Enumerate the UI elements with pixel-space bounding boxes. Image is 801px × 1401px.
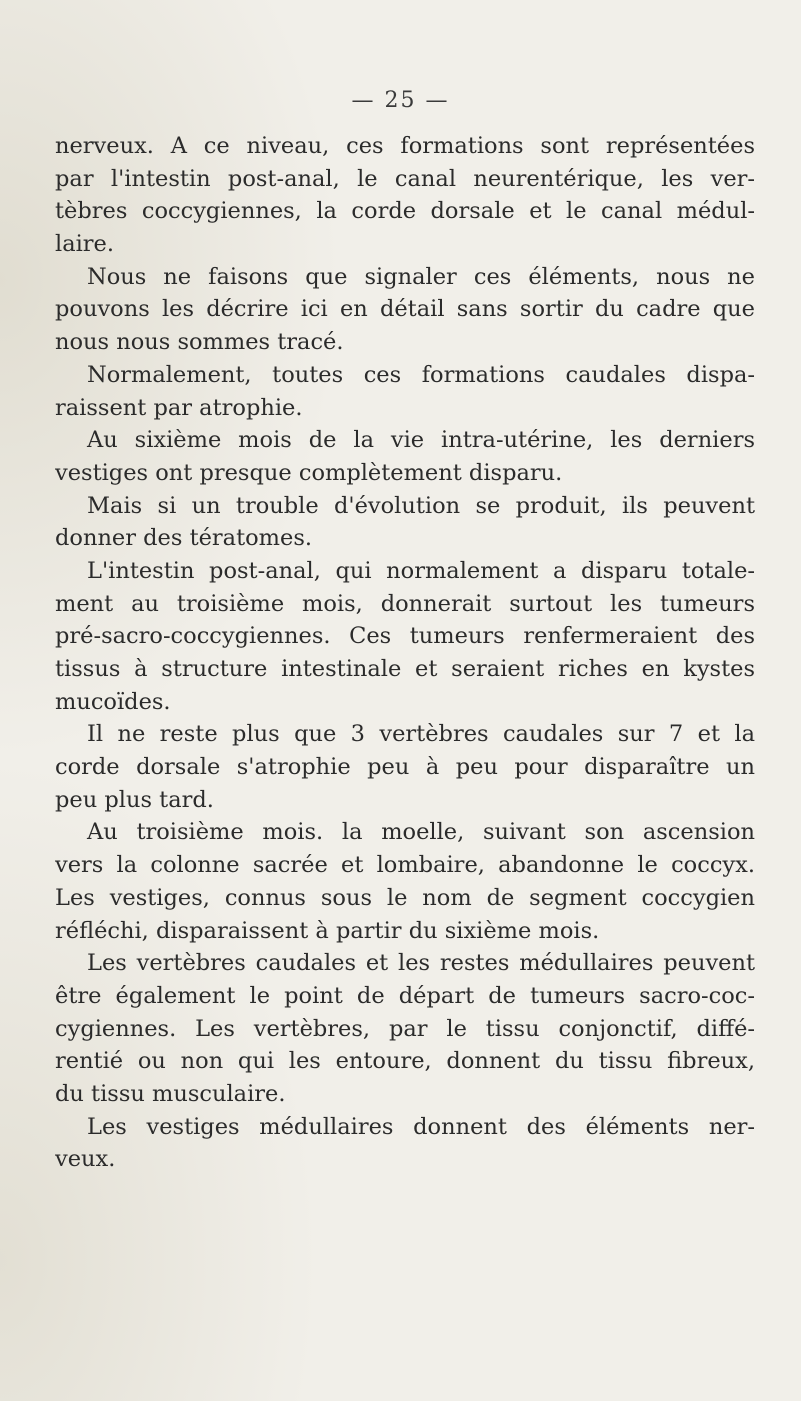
text-line: par l'intestin post-anal, le canal neurentérique, les ver- [55, 165, 755, 192]
text-line: Mais si un trouble d'évolution se produit, ils peuvent [87, 492, 755, 519]
text-line: pré-sacro-coccygiennes. Ces tumeurs renfermeraient des [55, 623, 755, 650]
text-line: tèbres coccygiennes, la corde dorsale et le canal médul- [55, 198, 755, 225]
text-line: peu plus tard. [55, 786, 214, 813]
text-line: Il ne reste plus que 3 vertèbres caudales sur 7 et la [87, 721, 755, 748]
text-line: corde dorsale s'atrophie peu à peu pour disparaître un [55, 754, 755, 781]
text-line: Au sixième mois de la vie intra-utérine, les derniers [87, 427, 755, 454]
text-line: être également le point de départ de tumeurs sacro-coc- [55, 982, 755, 1009]
text-line: veux. [55, 1146, 116, 1173]
text-line: cygiennes. Les vertèbres, par le tissu conjonctif, diffé- [55, 1015, 755, 1042]
text-line: Nous ne faisons que signaler ces éléments, nous ne [87, 263, 755, 290]
text-line: vestiges ont presque complètement disparu. [55, 459, 563, 486]
text-line: réfléchi, disparaissent à partir du sixième mois. [55, 917, 600, 944]
text-line: Les vestiges, connus sous le nom de segment coccygien [55, 884, 755, 911]
text-line: ment au troisième mois, donnerait surtout les tumeurs [55, 590, 755, 617]
text-line: du tissu musculaire. [55, 1080, 286, 1107]
text-line: rentié ou non qui les entoure, donnent du tissu fibreux, [55, 1048, 755, 1075]
text-line: raissent par atrophie. [55, 394, 303, 421]
text-line: donner des tératomes. [55, 525, 313, 552]
page-number: — 25 — [351, 88, 450, 113]
text-line: L'intestin post-anal, qui normalement a disparu totale- [87, 557, 755, 584]
body-text [55, 130, 755, 1176]
text-line: nerveux. A ce niveau, ces formations sont représentées [55, 133, 755, 159]
text-line: Au troisième mois. la moelle, suivant son ascension [87, 819, 755, 846]
text-line: pouvons les décrire ici en détail sans sortir du cadre que [55, 296, 755, 323]
text-line: laire. [55, 231, 115, 258]
text-line: tissus à structure intestinale et seraient riches en kystes [55, 656, 755, 682]
text-line: mucoïdes. [55, 688, 171, 715]
text-line: Les vestiges médullaires donnent des éléments ner- [87, 1113, 755, 1140]
text-line: vers la colonne sacrée et lombaire, abandonne le coccyx. [55, 852, 755, 879]
text-line: nous nous sommes tracé. [55, 329, 344, 356]
text-line: Les vertèbres caudales et les restes médullaires peuvent [87, 950, 755, 977]
text-line: Normalement, toutes ces formations caudales dispa- [87, 361, 755, 388]
